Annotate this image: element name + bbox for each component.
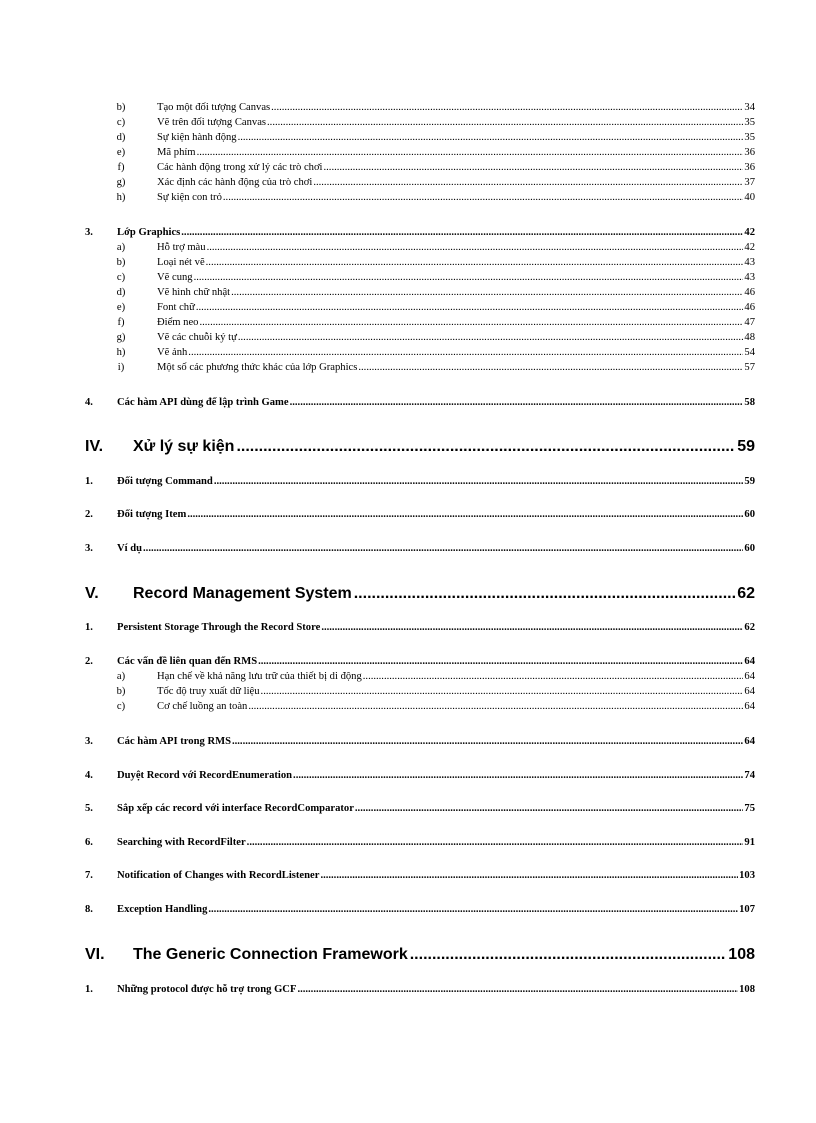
entry-page: 42 (744, 227, 755, 238)
leader-dots (188, 347, 743, 358)
entry-page: 43 (744, 272, 755, 283)
chapter-number: V. (85, 585, 99, 602)
entry-page: 47 (744, 317, 755, 328)
toc-entry[interactable] (85, 803, 755, 817)
toc-entry[interactable] (85, 102, 755, 116)
entry-title: Vẽ cung (157, 272, 193, 283)
leader-dots (181, 227, 743, 238)
toc-entry[interactable] (85, 476, 755, 490)
entry-number: 1. (85, 984, 93, 995)
entry-title: Các hành động trong xử lý các trò chơi (157, 162, 323, 173)
toc-entry[interactable] (85, 347, 755, 361)
entry-number: b) (116, 102, 126, 113)
entry-page: 103 (739, 870, 755, 881)
leader-dots (238, 132, 744, 143)
entry-title: Vẽ các chuỗi ký tự (157, 332, 237, 343)
entry-number: b) (116, 257, 126, 268)
toc-entry[interactable] (85, 837, 755, 851)
entry-number: 4. (85, 770, 93, 781)
entry-title: Các vấn đề liên quan đến RMS (117, 656, 258, 667)
entry-number: f) (117, 317, 125, 328)
entry-number: 2. (85, 509, 93, 520)
entry-page: 46 (744, 287, 755, 298)
toc-entry[interactable] (85, 686, 755, 700)
toc-entry[interactable] (85, 132, 755, 146)
entry-title: Vẽ hình chữ nhật (157, 287, 231, 298)
toc-entry[interactable] (85, 904, 755, 918)
entry-number: e) (116, 302, 126, 313)
toc-entry[interactable] (85, 192, 755, 206)
entry-page: 64 (744, 671, 755, 682)
toc-chapter[interactable] (85, 946, 755, 966)
entry-number: c) (116, 117, 126, 128)
toc-chapter[interactable] (85, 585, 755, 605)
entry-number: 1. (85, 622, 93, 633)
entry-page: 60 (744, 543, 755, 554)
toc-entry[interactable] (85, 287, 755, 301)
entry-number: 2. (85, 656, 93, 667)
entry-page: 107 (739, 904, 755, 915)
entry-title: Điểm neo (157, 317, 199, 328)
leader-dots (410, 946, 727, 964)
leader-dots (248, 701, 743, 712)
leader-dots (199, 317, 743, 328)
entry-page: 60 (744, 509, 755, 520)
leader-dots (267, 117, 743, 128)
toc-entry[interactable] (85, 272, 755, 286)
entry-title: Mã phím (157, 147, 196, 158)
toc-entry[interactable] (85, 317, 755, 331)
entry-title: Vẽ ảnh (157, 347, 188, 358)
entry-page: 59 (744, 476, 755, 487)
leader-dots (187, 509, 743, 520)
entry-number: c) (116, 701, 126, 712)
toc-entry[interactable] (85, 736, 755, 750)
chapter-title: Xử lý sự kiện (133, 438, 235, 455)
entry-page: 75 (744, 803, 755, 814)
leader-dots (297, 984, 738, 995)
toc-entry[interactable] (85, 701, 755, 715)
entry-title: Hạn chế về khả năng lưu trữ của thiết bị di động (157, 671, 362, 682)
toc-entry[interactable] (85, 622, 755, 636)
entry-page: 37 (744, 177, 755, 188)
entry-number: 8. (85, 904, 93, 915)
entry-number: d) (116, 132, 126, 143)
entry-number: d) (116, 287, 126, 298)
entry-title: Sự kiện con trỏ (157, 192, 222, 203)
entry-number: g) (116, 177, 126, 188)
entry-page: 35 (744, 117, 755, 128)
entry-page: 36 (744, 162, 755, 173)
entry-number: a) (116, 242, 126, 253)
leader-dots (293, 770, 743, 781)
leader-dots (196, 302, 744, 313)
leader-dots (320, 870, 738, 881)
chapter-page: 59 (737, 438, 755, 455)
entry-title: Đối tượng Item (117, 509, 187, 520)
entry-number: 3. (85, 543, 93, 554)
entry-title: Exception Handling (117, 904, 208, 915)
entry-page: 48 (744, 332, 755, 343)
toc-entry[interactable] (85, 177, 755, 191)
leader-dots (354, 585, 735, 603)
toc-entry[interactable] (85, 770, 755, 784)
entry-title: Lớp Graphics (117, 227, 181, 238)
entry-number: 3. (85, 227, 93, 238)
entry-title: Duyệt Record với RecordEnumeration (117, 770, 293, 781)
entry-page: 64 (744, 701, 755, 712)
toc-entry[interactable] (85, 870, 755, 884)
entry-title: Một số các phương thức khác của lớp Graphics (157, 362, 358, 373)
entry-page: 42 (744, 242, 755, 253)
leader-dots (194, 272, 744, 283)
entry-title: Tạo một đối tượng Canvas (157, 102, 271, 113)
leader-dots (206, 257, 744, 268)
entry-number: h) (116, 192, 126, 203)
leader-dots (231, 287, 743, 298)
entry-number: 4. (85, 397, 93, 408)
entry-title: Các hàm API trong RMS (117, 736, 231, 747)
entry-title: Sự kiện hành động (157, 132, 237, 143)
entry-title: Đối tượng Command (117, 476, 213, 487)
leader-dots (197, 147, 744, 158)
toc-entry[interactable] (85, 984, 755, 998)
leader-dots (232, 736, 743, 747)
entry-page: 40 (744, 192, 755, 203)
toc-entry[interactable] (85, 302, 755, 316)
leader-dots (363, 671, 744, 682)
entry-page: 64 (744, 686, 755, 697)
leader-dots (261, 686, 744, 697)
entry-page: 64 (744, 736, 755, 747)
entry-title: Những protocol được hỗ trợ trong GCF (117, 984, 297, 995)
chapter-page: 62 (737, 585, 755, 602)
chapter-title: The Generic Connection Framework (133, 946, 408, 963)
chapter-number: VI. (85, 946, 105, 963)
leader-dots (358, 362, 743, 373)
toc-entry[interactable] (85, 543, 755, 557)
leader-dots (208, 904, 738, 915)
toc-entry[interactable] (85, 147, 755, 161)
entry-page: 62 (744, 622, 755, 633)
entry-title: Tốc độ truy xuất dữ liệu (157, 686, 260, 697)
entry-title: Cơ chế luồng an toàn (157, 701, 248, 712)
leader-dots (313, 177, 743, 188)
leader-dots (258, 656, 743, 667)
entry-number: i) (117, 362, 125, 373)
entry-page: 54 (744, 347, 755, 358)
chapter-title: Record Management System (133, 585, 352, 602)
entry-title: Ví dụ (117, 543, 143, 554)
entry-page: 35 (744, 132, 755, 143)
entry-page: 57 (744, 362, 755, 373)
toc-entry[interactable] (85, 332, 755, 346)
entry-title: Loại nét vẽ (157, 257, 205, 268)
leader-dots (355, 803, 744, 814)
leader-dots (214, 476, 744, 487)
leader-dots (236, 438, 735, 456)
toc-entry[interactable] (85, 509, 755, 523)
leader-dots (247, 837, 744, 848)
entry-page: 91 (744, 837, 755, 848)
toc-entry[interactable] (85, 242, 755, 256)
leader-dots (290, 397, 744, 408)
entry-title: Persistent Storage Through the Record Store (117, 622, 321, 633)
entry-page: 43 (744, 257, 755, 268)
entry-number: a) (116, 671, 126, 682)
toc-entry[interactable] (85, 671, 755, 685)
entry-title: Hỗ trợ màu (157, 242, 206, 253)
toc-entry[interactable] (85, 362, 755, 376)
leader-dots (271, 102, 743, 113)
toc-entry[interactable] (85, 117, 755, 131)
entry-title: Sắp xếp các record với interface RecordComparator (117, 803, 354, 814)
chapter-page: 108 (728, 946, 755, 963)
leader-dots (324, 162, 744, 173)
entry-page: 46 (744, 302, 755, 313)
entry-number: f) (117, 162, 125, 173)
entry-page: 58 (744, 397, 755, 408)
toc-entry[interactable] (85, 257, 755, 271)
leader-dots (238, 332, 744, 343)
chapter-number: IV. (85, 438, 104, 455)
entry-number: h) (116, 347, 126, 358)
toc-entry[interactable] (85, 162, 755, 176)
entry-number: c) (116, 272, 126, 283)
leader-dots (321, 622, 743, 633)
toc-entry[interactable] (85, 656, 755, 670)
entry-page: 74 (744, 770, 755, 781)
entry-number: b) (116, 686, 126, 697)
entry-title: Vẽ trên đối tượng Canvas (157, 117, 267, 128)
entry-title: Font chữ (157, 302, 195, 313)
toc-chapter[interactable] (85, 438, 755, 458)
leader-dots (207, 242, 744, 253)
entry-number: 7. (85, 870, 93, 881)
entry-page: 34 (744, 102, 755, 113)
entry-number: 1. (85, 476, 93, 487)
toc-entry[interactable] (85, 227, 755, 241)
toc-entry[interactable] (85, 397, 755, 411)
leader-dots (223, 192, 744, 203)
entry-title: Các hàm API dùng để lập trình Game (117, 397, 289, 408)
entry-number: 3. (85, 736, 93, 747)
entry-page: 64 (744, 656, 755, 667)
entry-number: g) (116, 332, 126, 343)
entry-number: 6. (85, 837, 93, 848)
entry-number: 5. (85, 803, 93, 814)
entry-title: Xác định các hành động của trò chơi (157, 177, 313, 188)
leader-dots (143, 543, 743, 554)
entry-page: 36 (744, 147, 755, 158)
entry-number: e) (116, 147, 126, 158)
entry-title: Searching with RecordFilter (117, 837, 246, 848)
entry-title: Notification of Changes with RecordListener (117, 870, 320, 881)
entry-page: 108 (739, 984, 755, 995)
